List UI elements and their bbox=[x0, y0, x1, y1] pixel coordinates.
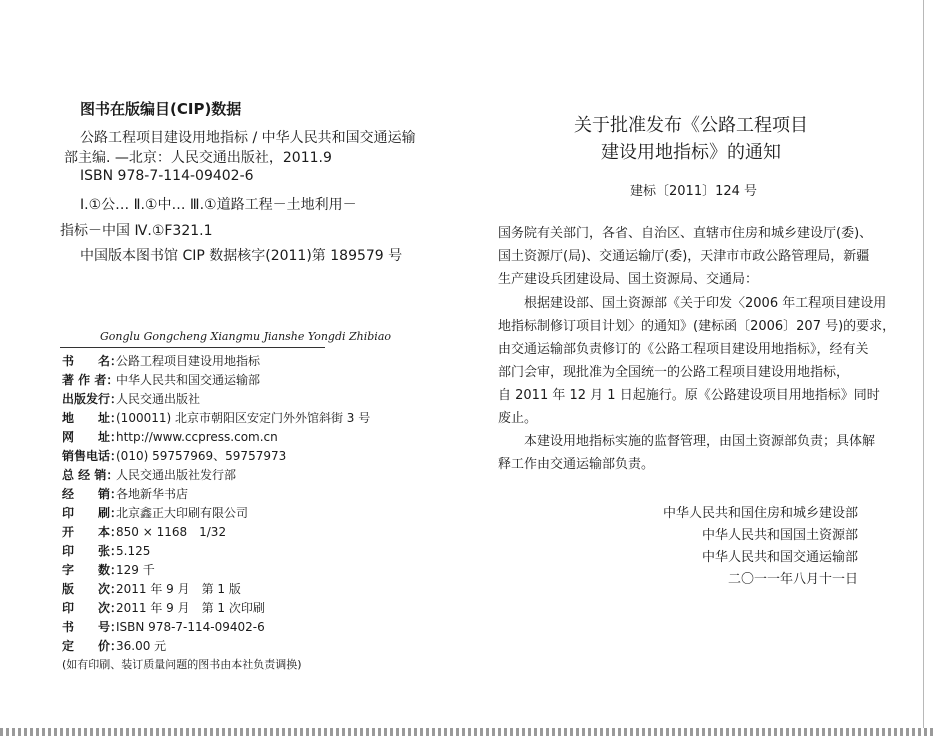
info-label: 版 次： bbox=[62, 582, 123, 596]
notice-line: 生产建设兵团建设局、国土资源局、交通局： bbox=[498, 272, 759, 287]
info-row bbox=[62, 466, 236, 483]
cip-record-number: 中国版本图书馆 CIP 数据核字(2011)第 189579 号 bbox=[80, 248, 403, 264]
info-value: ISBN 978-7-114-09402-6 bbox=[116, 620, 265, 634]
info-label: 印 张： bbox=[62, 544, 123, 558]
notice-line: 部门会审，现批准为全国统一的公路工程项目建设用地指标， bbox=[498, 365, 850, 380]
info-label: 网 址： bbox=[62, 430, 123, 444]
info-label: 书 号： bbox=[62, 620, 123, 634]
info-row bbox=[62, 561, 155, 578]
info-value: (010) 59757969、59757973 bbox=[116, 449, 287, 463]
info-label: 著 作 者： bbox=[62, 373, 119, 387]
notice-line: 根据建设部、国土资源部《关于印发〈2006 年工程项目建设用 bbox=[498, 296, 887, 311]
cip-title: 图书在版编目(CIP)数据 bbox=[80, 100, 242, 118]
info-row bbox=[62, 523, 226, 540]
info-value: http://www.ccpress.com.cn bbox=[116, 430, 278, 444]
info-row bbox=[62, 390, 200, 407]
info-value: 2011 年 9 月 第 1 版 bbox=[116, 582, 241, 596]
info-row bbox=[62, 542, 150, 559]
info-value: 129 千 bbox=[116, 563, 155, 577]
info-label: 销售电话： bbox=[62, 449, 123, 463]
notice-title-line: 关于批准发布《公路工程项目 bbox=[574, 115, 808, 136]
notice-title-line: 建设用地指标》的通知 bbox=[601, 142, 781, 163]
info-value: 2011 年 9 月 第 1 次印刷 bbox=[116, 601, 265, 615]
notice-line: 本建设用地指标实施的监督管理，由国土资源部负责；具体解 bbox=[498, 434, 876, 449]
info-row bbox=[62, 352, 260, 369]
notice-line: 地指标制修订项目计划〉的通知》(建标函〔2006〕207 号)的要求， bbox=[498, 319, 896, 334]
cip-line: 指标－中国 Ⅳ.①F321.1 bbox=[60, 223, 213, 239]
signatory: 中华人民共和国国土资源部 bbox=[701, 528, 858, 543]
info-label: 书 名： bbox=[62, 354, 123, 368]
info-value: 北京鑫正大印刷有限公司 bbox=[116, 506, 249, 520]
signatory: 中华人民共和国住房和城乡建设部 bbox=[662, 506, 858, 521]
info-label: 定 价： bbox=[62, 639, 123, 653]
document-number: 建标〔2011〕124 号 bbox=[630, 184, 758, 199]
info-value: 公路工程项目建设用地指标 bbox=[116, 354, 261, 368]
info-row bbox=[62, 409, 370, 426]
info-value: 人民交通出版社发行部 bbox=[116, 468, 237, 482]
notice-line: 由交通运输部负责修订的《公路工程项目建设用地指标》，经有关 bbox=[498, 342, 869, 357]
info-label: 开 本： bbox=[62, 525, 123, 539]
cip-line: 部主编. —北京：人民交通出版社，2011.9 bbox=[64, 150, 332, 166]
notice-line: 国务院有关部门，各省、自治区、直辖市住房和城乡建设厅(委)、 bbox=[498, 226, 873, 241]
info-value: 5.125 bbox=[116, 544, 151, 558]
info-value: 中华人民共和国交通运输部 bbox=[116, 373, 261, 387]
info-row bbox=[62, 485, 188, 502]
info-label: 印 次： bbox=[62, 601, 123, 615]
info-label: 地 址： bbox=[62, 411, 123, 425]
divider bbox=[60, 347, 325, 348]
info-row bbox=[62, 618, 265, 635]
info-row bbox=[62, 637, 166, 654]
info-value: 各地新华书店 bbox=[116, 487, 189, 501]
info-label: 印 刷： bbox=[62, 506, 123, 520]
info-value: (100011) 北京市朝阳区安定门外外馆斜街 3 号 bbox=[116, 411, 371, 425]
cip-isbn: ISBN 978-7-114-09402-6 bbox=[80, 168, 254, 184]
cip-line: Ⅰ.①公… Ⅱ.①中… Ⅲ.①道路工程－土地利用－ bbox=[80, 197, 357, 213]
notice-line: 国土资源厅(局)、交通运输厅(委)，天津市市政公路管理局，新疆 bbox=[498, 249, 870, 264]
info-label: 出版发行： bbox=[62, 392, 123, 406]
issue-date: 二〇一一年八月十一日 bbox=[727, 572, 858, 587]
info-value: 850 × 1168 1/32 bbox=[116, 525, 227, 539]
info-value: 人民交通出版社 bbox=[116, 392, 201, 406]
info-label: 经 销： bbox=[62, 487, 123, 501]
info-value: 36.00 元 bbox=[116, 639, 167, 653]
info-label: 总 经 销： bbox=[62, 468, 119, 482]
info-row bbox=[62, 504, 248, 521]
notice-line: 废止。 bbox=[498, 411, 538, 426]
cip-line: 公路工程项目建设用地指标 / 中华人民共和国交通运输 bbox=[80, 130, 416, 146]
signatory: 中华人民共和国交通运输部 bbox=[701, 550, 858, 565]
info-row bbox=[62, 599, 265, 616]
info-row bbox=[62, 428, 278, 445]
info-row bbox=[62, 580, 241, 597]
info-row bbox=[62, 447, 286, 464]
scan-edge bbox=[923, 0, 924, 736]
info-row bbox=[62, 371, 260, 388]
page-edge bbox=[0, 728, 934, 736]
info-label: 字 数： bbox=[62, 563, 123, 577]
notice-line: 释工作由交通运输部负责。 bbox=[498, 457, 655, 472]
notice-line: 自 2011 年 12 月 1 日起施行。原《公路建设项目用地指标》同时 bbox=[498, 388, 880, 403]
quality-note: (如有印刷、装订质量问题的图书由本社负责调换) bbox=[62, 658, 302, 671]
pinyin-title: Gonglu Gongcheng Xiangmu Jianshe Yongdi Zhibiao bbox=[100, 330, 391, 343]
